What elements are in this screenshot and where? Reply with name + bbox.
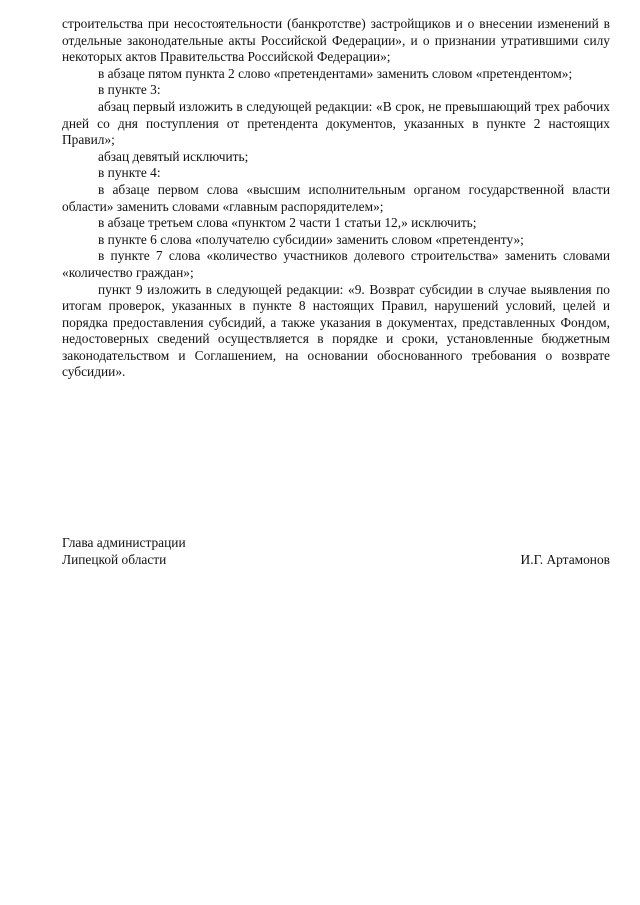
document-body xyxy=(62,16,610,381)
signature-position-line2: Липецкой области xyxy=(62,551,167,567)
paragraph-point-4-heading: в пункте 4: xyxy=(98,165,161,181)
signature-row xyxy=(62,552,610,569)
paragraph-point-3-ninth: абзац девятый исключить; xyxy=(98,148,249,164)
paragraph-point-6: в пункте 6 слова «получателю субсидии» заменить словом «претенденту»; xyxy=(98,231,524,247)
signature-block xyxy=(62,535,610,568)
paragraph-point-3-heading: в пункте 3: xyxy=(98,82,161,98)
paragraph-point-2: в абзаце пятом пункта 2 слово «претендентами» заменить словом «претендентом»; xyxy=(98,65,573,81)
paragraph-continuation: строительства при несостоятельности (банкротстве) застройщиков и о внесении изменений в отдельные законодательные акты Российской Федерации», и о признании утратившими силу некоторых актов Правительства Российской Федерации»; xyxy=(62,16,610,65)
signatory-name: И.Г. Артамонов xyxy=(520,551,610,567)
paragraph-point-4-third: в абзаце третьем слова «пунктом 2 части 1 статьи 12,» исключить; xyxy=(98,215,477,231)
paragraph-point-3-first: абзац первый изложить в следующей редакции: «В срок, не превышающий трех рабочих дней со дня поступления от претендента документов, указанных в пункте 2 настоящих Правил»; xyxy=(62,98,610,148)
paragraph-point-4-first: в абзаце первом слова «высшим исполнительным органом государственной власти области» заменить словами «главным распорядителем»; xyxy=(62,181,610,214)
signature-position-line1: Глава администрации xyxy=(62,535,186,550)
paragraph-point-7: в пункте 7 слова «количество участников долевого строительства» заменить словами «количество граждан»; xyxy=(62,248,610,280)
paragraph-point-9: пункт 9 изложить в следующей редакции: «9. Возврат субсидии в случае выявления по итогам проверок, указанных в пункте 8 настоящих Правил, нарушений условий, целей и порядка предоставления субсидий, а также указания в документах, представленных Фондом, недостоверных сведений осуществляется в порядке и сроки, установленные бюджетным законодательством и Соглашением, на основании обоснованного требования о возврате субсидии». xyxy=(62,281,610,380)
